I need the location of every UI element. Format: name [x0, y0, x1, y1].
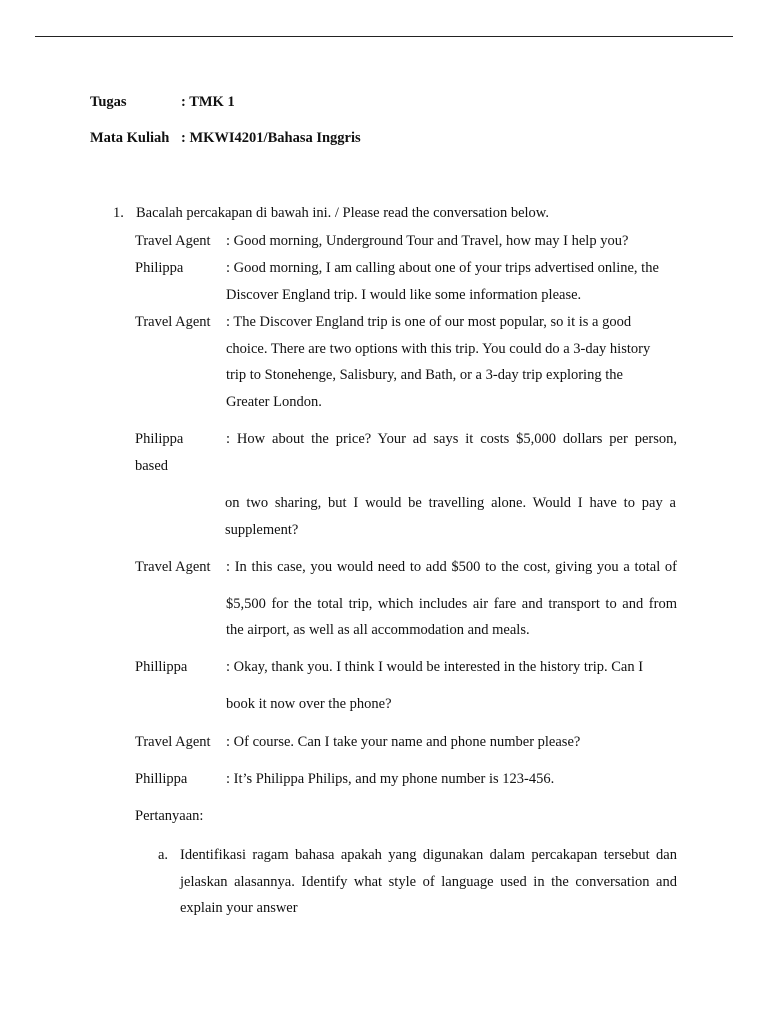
- sub-question-a: [180, 845, 677, 918]
- dialogue-line: : Okay, thank you. I think I would be interested in the history trip. Can I: [226, 659, 644, 675]
- question-intro: Bacalah percakapan di bawah ini. / Please read the conversation below.: [136, 205, 549, 221]
- dialogue-line: Greater London.: [226, 394, 322, 410]
- sub-question-letter: a.: [158, 847, 169, 863]
- questions-heading: Pertanyaan:: [135, 808, 204, 824]
- speaker-phillippa-4: Phillippa: [135, 771, 188, 787]
- course-value: : MKWI4201/Bahasa Inggris: [181, 130, 361, 146]
- speaker-travel-agent-3: Travel Agent: [135, 559, 211, 575]
- dialogue-line: : How about the price? Your ad says it costs $5,000 dollars per person,: [226, 431, 677, 447]
- speaker-philippa-1: Philippa: [135, 260, 184, 276]
- sub-question-line: jelaskan alasannya. Identify what style of language used in the conversation and: [180, 873, 677, 890]
- dialogue-line-wrap: based: [135, 458, 169, 474]
- task-value: : TMK 1: [181, 94, 235, 110]
- dialogue-line: : Good morning, I am calling about one of your trips advertised online, the: [226, 260, 659, 276]
- dialogue-line: the airport, as well as all accommodation and meals.: [226, 622, 530, 638]
- speaker-travel-agent-1: Travel Agent: [135, 233, 211, 249]
- question-number: 1.: [113, 205, 124, 221]
- dialogue-line: : In this case, you would need to add $500 to the cost, giving you a total of: [226, 559, 677, 575]
- dialogue-line: book it now over the phone?: [226, 696, 392, 712]
- dialogue-line: Discover England trip. I would like some information please.: [226, 287, 582, 303]
- speaker-travel-agent-2: Travel Agent: [135, 314, 211, 330]
- dialogue-line: : Good morning, Underground Tour and Travel, how may I help you?: [226, 233, 629, 249]
- dialogue-line: choice. There are two options with this trip. You could do a 3-day history: [226, 341, 651, 357]
- dialogue-line: trip to Stonehenge, Salisbury, and Bath, or a 3-day trip exploring the: [226, 367, 623, 383]
- dialogue-line: : Of course. Can I take your name and phone number please?: [226, 734, 581, 750]
- top-rule: [35, 36, 733, 37]
- dialogue-line: : The Discover England trip is one of our most popular, so it is a good: [226, 314, 632, 330]
- dialogue-line: on two sharing, but I would be travelling alone. Would I have to pay a: [225, 495, 676, 511]
- speaker-travel-agent-4: Travel Agent: [135, 734, 211, 750]
- sub-question-line: Identifikasi ragam bahasa apakah yang digunakan dalam percakapan tersebut dan: [180, 847, 677, 863]
- task-label: Tugas: [90, 94, 127, 110]
- dialogue-line: : It’s Philippa Philips, and my phone number is 123-456.: [226, 771, 555, 787]
- sub-question-line: explain your answer: [180, 900, 298, 916]
- dialogue-line: supplement?: [225, 522, 299, 538]
- speaker-philippa-2: Philippa: [135, 431, 184, 447]
- course-label: Mata Kuliah: [90, 130, 170, 146]
- dialogue-line: $5,500 for the total trip, which includes air fare and transport to and from: [226, 596, 677, 612]
- speaker-phillippa-3: Phillippa: [135, 659, 188, 675]
